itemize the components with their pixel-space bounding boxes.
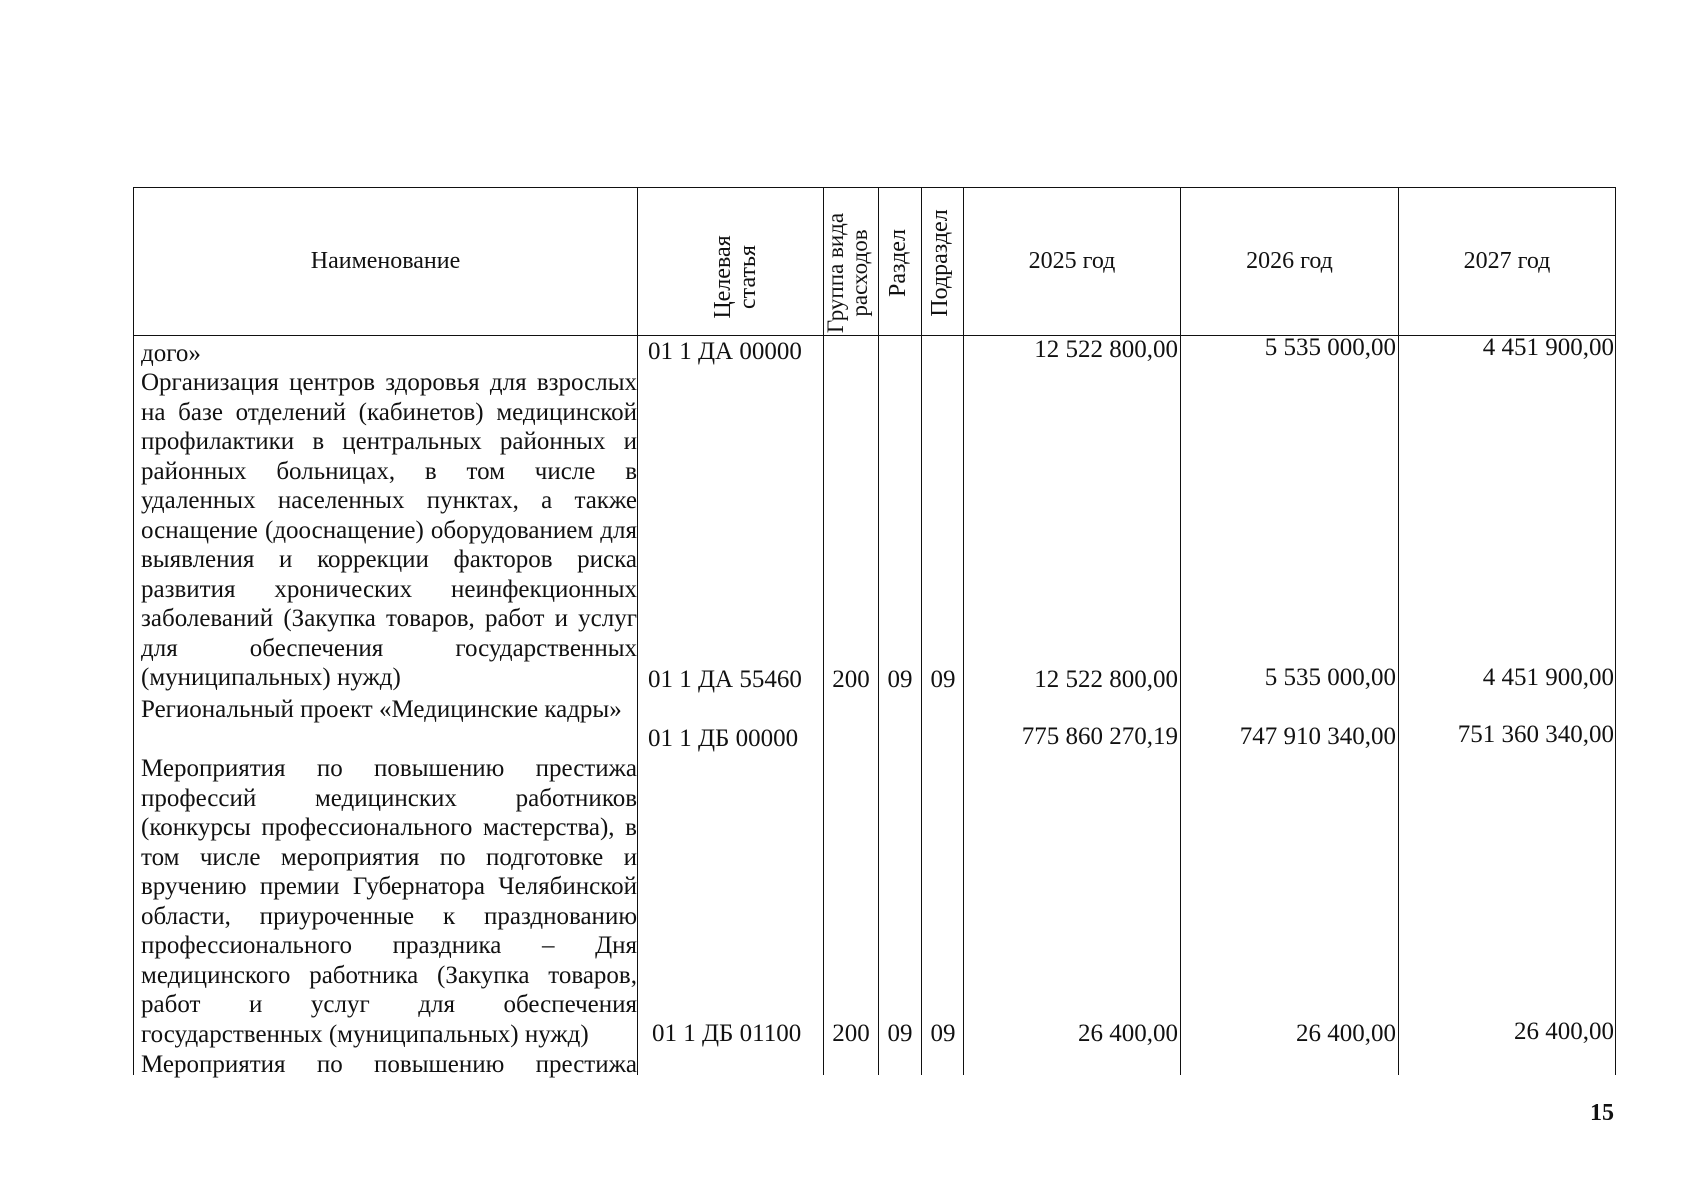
header-subsection: Подраздел — [927, 209, 953, 317]
row-section-1: 09 — [887, 666, 913, 693]
header-expense-group — [824, 203, 878, 343]
row-name-2: Региональный проект «Медицинские кадры» — [141, 696, 622, 723]
header-expense-group-text: Группа вида расходов — [823, 212, 873, 334]
row-code-3: 01 1 ДБ 01100 — [652, 1020, 802, 1047]
header-2027: 2027 год — [1463, 248, 1551, 275]
row-2027-0: 4 451 900,00 — [1482, 334, 1614, 361]
header-name: Наименование — [310, 248, 461, 275]
row-2026-3: 26 400,00 — [1296, 1020, 1396, 1047]
row-name-4: Мероприятия по повышению престижа — [141, 1051, 637, 1078]
row-2027-1: 4 451 900,00 — [1482, 664, 1614, 691]
row-code-1: 01 1 ДА 55460 — [648, 666, 802, 693]
row-2026-2: 747 910 340,00 — [1239, 723, 1396, 750]
row-subsection-1: 09 — [930, 666, 956, 693]
row-2025-0: 12 522 800,00 — [1034, 336, 1178, 363]
row-2025-3: 26 400,00 — [1078, 1020, 1178, 1047]
row-code-2: 01 1 ДБ 00000 — [648, 725, 799, 752]
row-name-0: дого» — [141, 340, 201, 367]
row-section-3: 09 — [887, 1020, 913, 1047]
row-group-3: 200 — [832, 1020, 870, 1047]
row-2025-1: 12 522 800,00 — [1034, 666, 1178, 693]
row-name-3: Мероприятия по повышению престижа профессий медицинских работников (конкурсы профессионального мастерства), в том числе мероприятия по подготовке и вручению премии Губернатора Челябинской области, приуроченные к празднованию профессионального праздника – Дня медицинского работника (Закупка товаров, работ и услуг для обеспечения государственных (муниципальных) нужд) — [141, 755, 637, 1048]
row-2026-0: 5 535 000,00 — [1264, 334, 1396, 361]
page-number: 15 — [1590, 1100, 1614, 1126]
col-divider-name — [637, 187, 638, 1075]
table-right-border — [1615, 187, 1616, 1075]
header-2026: 2026 год — [1246, 248, 1333, 275]
row-code-0: 01 1 ДА 00000 — [648, 338, 802, 365]
row-2027-3: 26 400,00 — [1514, 1018, 1614, 1045]
header-section: Раздел — [885, 229, 911, 297]
row-2027-2: 751 360 340,00 — [1457, 721, 1614, 748]
header-target-article-text: Целевая статья — [710, 235, 762, 319]
row-2025-2: 775 860 270,19 — [1021, 723, 1178, 750]
header-target-article — [711, 207, 767, 347]
row-subsection-3: 09 — [930, 1020, 956, 1047]
col-divider-group — [878, 187, 879, 1075]
row-2026-1: 5 535 000,00 — [1264, 664, 1396, 691]
col-divider-section — [921, 187, 922, 1075]
row-name-1: Организация центров здоровья для взрослых на базе отделений (кабинетов) медицинской профилактики в центральных районных и районных больницах, в том числе в удаленных населенных пунктах, а также оснащение (дооснащение) оборудованием для выявления и коррекции факторов риска развития хронических неинфекционных заболеваний (Закупка товаров, работ и услуг для обеспечения государственных (муниципальных) нужд) — [141, 369, 637, 691]
row-group-1: 200 — [832, 666, 870, 693]
header-2025: 2025 год — [1028, 248, 1116, 275]
